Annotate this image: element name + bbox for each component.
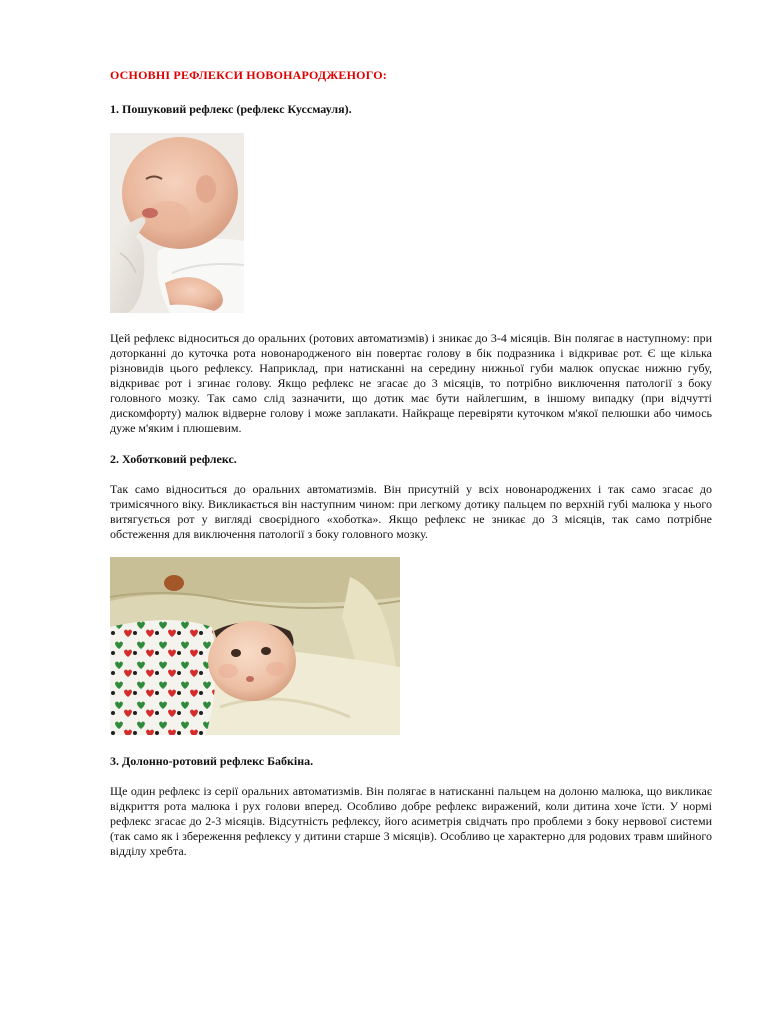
proboscis-reflex-photo (110, 557, 400, 735)
section-2-paragraph: Так само відноситься до оральних автоматизмів. Він присутній у всіх новонароджених і так само згасає до тримісячного віку. Викликається він наступним чином: при легкому дотику пальцем по верхній губі малюка у нього витягується рот у вигляді своєрідного «хоботка». Якщо рефлекс не зникає до 3 місяців, так само потрібне обстеження для виключення патології з боку головного мозку. (110, 482, 712, 541)
section-1-paragraph: Цей рефлекс відноситься до оральних (ротових автоматизмів) і зникає до 3-4 місяців. Він полягає в наступному: при доторканні до куточка рота новонародженого він повертає голову в бік подразника і відкриває рот. Є ще кілька різновидів цього рефлексу. Наприклад, при натисканні на середину нижньої губи малюк опускає нижню губу, відкриває рот і згинає голову. Якщо рефлекс не згасає до 3 місяців, то потрібно виключення патології з боку головного мозку. Так само слід зазначити, що дотик має бути найлегшим, в іншому випадку (при відчутті дискомфорту) малюк відверне голову і може заплакати. Найкраще перевіряти куточком м'якої пелюшки або чимось дуже м'яким і плюшевим. (110, 331, 712, 435)
section-3-paragraph: Ще один рефлекс із серії оральних автоматизмів. Він полягає в натисканні пальцем на долоню малюка, що викликає відкриття рота малюка і рух голови вперед. Особливо добре рефлекс виражений, коли дитина хоче їсти. У нормі рефлекс згасає до 2-3 місяців. Відсутність рефлексу, його асиметрія свідчать про проблеми з боку нервової системи (так само як і збереження рефлексу у дитини старше 3 місяців). Особливо це характерно для родових травм шийного відділу хребта. (110, 784, 712, 858)
rooting-reflex-photo (110, 133, 244, 313)
document-title: ОСНОВНІ РЕФЛЕКСИ НОВОНАРОДЖЕНОГО: (110, 68, 387, 82)
rooting-reflex-illustration (110, 133, 244, 313)
proboscis-reflex-illustration (110, 557, 400, 735)
section-1-heading: 1. Пошуковий рефлекс (рефлекс Куссмауля). (110, 102, 352, 116)
section-2-heading: 2. Хоботковий рефлекс. (110, 452, 237, 466)
section-3-heading: 3. Долонно-ротовий рефлекс Бабкіна. (110, 754, 314, 768)
